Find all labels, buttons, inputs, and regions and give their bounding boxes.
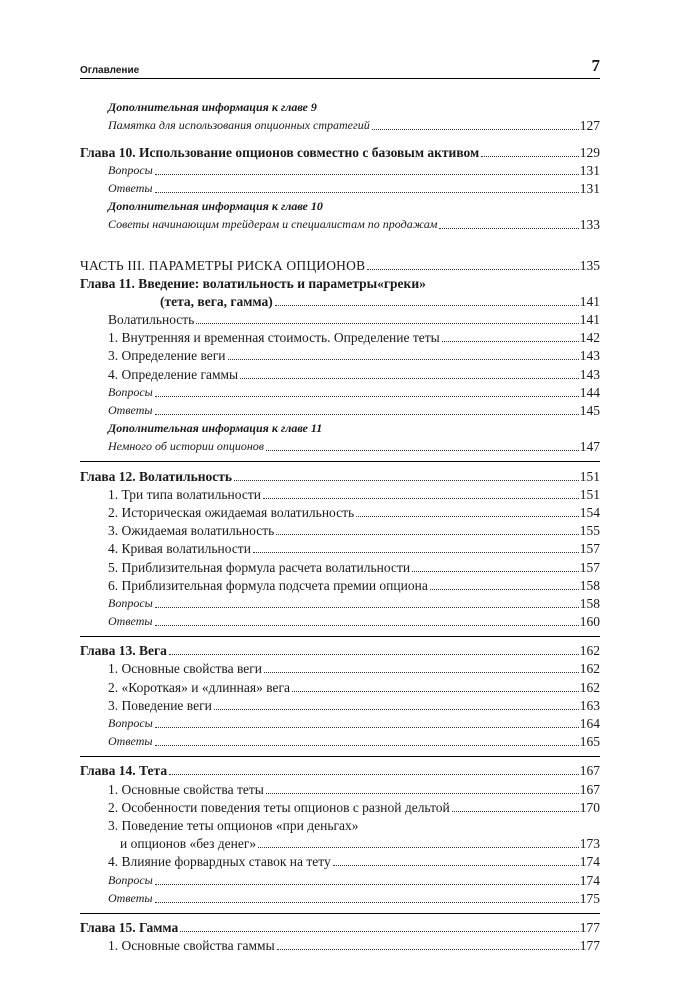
toc-entry[interactable]: [80, 503, 600, 521]
leader-dots: [253, 552, 579, 553]
toc-entry-title: ЧАСТЬ III. ПАРАМЕТРЫ РИСКА ОПЦИОНОВ: [80, 257, 366, 273]
toc-entry-page: 173: [579, 836, 600, 852]
toc-entry-title: Глава 14. Тета: [80, 763, 168, 779]
toc-entry[interactable]: [80, 215, 600, 233]
toc-entry[interactable]: [80, 310, 600, 328]
toc-entry-page: 157: [579, 559, 600, 575]
toc-entry-title: 3. Поведение веги: [108, 697, 212, 713]
toc-entry-title: Ответы: [108, 890, 153, 905]
toc-entry-page: 145: [579, 403, 600, 418]
toc-entry-page: 143: [579, 366, 600, 382]
toc-entry-title: Ответы: [108, 614, 153, 629]
toc-entry-page: 177: [579, 919, 600, 935]
toc-entry[interactable]: [80, 274, 600, 292]
toc-entry[interactable]: [80, 328, 600, 346]
section-divider: [80, 461, 600, 462]
toc-entry[interactable]: [80, 612, 600, 630]
leader-dots: [263, 498, 579, 499]
toc-entry[interactable]: [80, 179, 600, 197]
toc-entry-page: 131: [579, 180, 600, 196]
toc-entry-title: Вопросы: [108, 595, 153, 610]
toc-entry-title: 1. Основные свойства веги: [108, 661, 263, 677]
toc-entry-page: 143: [579, 348, 600, 364]
toc-entry[interactable]: [80, 576, 600, 594]
leader-dots: [155, 625, 579, 626]
toc-entry[interactable]: [80, 142, 600, 160]
toc-entry-page: 162: [579, 679, 600, 695]
toc-entry-title: 5. Приблизительная формула расчета волатильности: [108, 559, 411, 575]
leader-dots: [266, 793, 579, 794]
toc-entry-title: Глава 12. Волатильность: [80, 468, 233, 484]
section-divider: [80, 913, 600, 914]
leader-dots: [412, 571, 579, 572]
toc-entry-title: Глава 10. Использование опционов совместно с базовым активом: [80, 144, 480, 160]
leader-dots: [258, 847, 579, 848]
section-divider: [80, 756, 600, 757]
toc-entry[interactable]: [80, 918, 600, 936]
leader-dots: [333, 865, 579, 866]
spacer: [80, 233, 600, 255]
toc-entry[interactable]: [80, 659, 600, 677]
leader-dots: [275, 305, 579, 306]
page-header: [80, 52, 600, 76]
toc-entry[interactable]: [80, 834, 600, 852]
toc-entry-title: 3. Поведение теты опционов «при деньгах»: [108, 817, 359, 833]
leader-dots: [155, 174, 579, 175]
toc-entry-title: Ответы: [108, 403, 153, 417]
leader-dots: [155, 902, 579, 903]
toc-entry[interactable]: [80, 116, 600, 134]
toc-entry[interactable]: [80, 401, 600, 419]
toc-entry[interactable]: [80, 364, 600, 382]
toc-entry-title: Глава 15. Гамма: [80, 919, 179, 935]
leader-dots: [155, 414, 579, 415]
toc-entry-page: 131: [579, 162, 600, 178]
toc-entry-title: 1. Внутренняя и временная стоимость. Определение теты: [108, 330, 440, 346]
toc-entry[interactable]: [80, 852, 600, 870]
toc-entry-title: Памятка для использования опционных стратегий: [108, 118, 370, 133]
page-number: 7: [591, 56, 600, 75]
toc-entry[interactable]: [80, 696, 600, 714]
leader-dots: [292, 691, 579, 692]
toc-entry-page: 174: [579, 854, 600, 870]
toc-entry-title: Немного об истории опционов: [108, 439, 265, 454]
running-head-title: Оглавление: [80, 65, 140, 76]
toc-entry-title: Дополнительная информация к главе 11: [108, 421, 323, 436]
toc-entry-page: 163: [579, 697, 600, 713]
leader-dots: [356, 516, 579, 517]
toc-entry[interactable]: [80, 161, 600, 179]
table-of-contents: [80, 98, 600, 954]
toc-entry-title: Вопросы: [108, 384, 153, 399]
leader-dots: [264, 672, 579, 673]
leader-dots: [214, 709, 579, 710]
toc-entry-title: Вопросы: [108, 162, 153, 177]
spacer: [80, 134, 600, 142]
toc-entry[interactable]: [80, 816, 600, 834]
leader-dots: [240, 378, 579, 379]
toc-entry-title: 6. Приблизительная формула подсчета премии опциона: [108, 577, 428, 593]
leader-dots: [180, 931, 578, 932]
leader-dots: [430, 589, 579, 590]
toc-entry-page: 155: [579, 523, 600, 539]
leader-dots: [169, 774, 579, 775]
toc-entry-page: 177: [579, 938, 600, 954]
toc-entry-page: 162: [579, 643, 600, 659]
toc-entry[interactable]: [80, 889, 600, 907]
leader-dots: [276, 534, 578, 535]
toc-entry-title: 1. Три типа волатильности: [108, 486, 261, 502]
toc-entry-page: 162: [579, 661, 600, 677]
toc-entry-title: Вопросы: [108, 716, 153, 730]
leader-dots: [277, 949, 579, 950]
toc-entry-page: 151: [579, 468, 600, 484]
toc-entry-title: (тета, вега, гамма): [160, 293, 273, 309]
toc-entry[interactable]: [80, 641, 600, 659]
toc-entry-title: 4. Определение гаммы: [108, 366, 239, 382]
leader-dots: [372, 129, 579, 130]
leader-dots: [155, 884, 579, 885]
leader-dots: [367, 269, 578, 270]
leader-dots: [155, 727, 579, 728]
leader-dots: [442, 341, 579, 342]
toc-entry-title: Ответы: [108, 734, 153, 749]
toc-entry[interactable]: [80, 383, 600, 401]
leader-dots: [196, 323, 578, 324]
toc-entry-title: Волатильность: [108, 312, 195, 328]
toc-entry[interactable]: [80, 557, 600, 575]
leader-dots: [234, 480, 579, 481]
toc-entry-page: 133: [579, 217, 600, 233]
toc-entry-title: 3. Определение веги: [108, 348, 226, 364]
leader-dots: [228, 359, 579, 360]
toc-entry-title: 1. Основные свойства теты: [108, 781, 264, 797]
toc-entry-page: 165: [579, 734, 600, 750]
toc-entry[interactable]: [80, 594, 600, 612]
toc-entry[interactable]: [80, 485, 600, 503]
toc-entry-title: 2. Особенности поведения теты опционов с разной дельтой: [108, 799, 450, 815]
toc-entry-page: 167: [579, 781, 600, 797]
toc-entry[interactable]: [80, 761, 600, 779]
toc-entry-page: 175: [579, 890, 600, 906]
toc-entry[interactable]: [80, 798, 600, 816]
toc-entry-title: 4. Влияние форвардных ставок на тету: [108, 854, 331, 870]
toc-entry[interactable]: [80, 466, 600, 484]
toc-entry-page: 127: [579, 118, 600, 134]
leader-dots: [155, 396, 579, 397]
toc-entry[interactable]: [80, 419, 600, 437]
toc-entry[interactable]: [80, 539, 600, 557]
toc-entry-title: Вопросы: [108, 872, 153, 887]
toc-entry-page: 158: [579, 595, 600, 611]
toc-entry-page: 160: [579, 614, 600, 630]
toc-entry-title: 3. Ожидаемая волатильность: [108, 523, 275, 539]
toc-entry[interactable]: [80, 255, 600, 273]
toc-entry[interactable]: [80, 292, 600, 310]
toc-entry[interactable]: [80, 437, 600, 455]
toc-entry-page: 167: [579, 763, 600, 779]
leader-dots: [155, 192, 579, 193]
toc-entry-page: 151: [579, 486, 600, 502]
toc-entry-title: 4. Кривая волатильности: [108, 541, 251, 557]
toc-entry[interactable]: [80, 197, 600, 215]
toc-entry-page: 144: [579, 384, 600, 400]
header-rule: [80, 78, 600, 79]
toc-entry-page: 154: [579, 504, 600, 520]
toc-entry[interactable]: [80, 732, 600, 750]
toc-entry[interactable]: [80, 98, 600, 116]
leader-dots: [155, 745, 579, 746]
toc-entry-page: 158: [579, 577, 600, 593]
leader-dots: [439, 228, 578, 229]
toc-entry[interactable]: [80, 521, 600, 539]
toc-entry-title: Дополнительная информация к главе 10: [108, 199, 323, 214]
toc-entry-page: 164: [579, 716, 600, 731]
toc-entry-page: 141: [579, 312, 600, 328]
toc-entry-title: Ответы: [108, 180, 153, 195]
toc-entry[interactable]: [80, 714, 600, 732]
section-divider: [80, 636, 600, 637]
toc-entry-page: 142: [579, 330, 600, 346]
leader-dots: [169, 654, 579, 655]
toc-entry-page: 170: [579, 799, 600, 815]
toc-entry[interactable]: [80, 346, 600, 364]
toc-entry-page: 129: [579, 144, 600, 160]
toc-entry-page: 147: [579, 439, 600, 455]
toc-entry-title: Советы начинающим трейдерам и специалистам по продажам: [108, 217, 438, 232]
toc-entry-page: 157: [579, 541, 600, 557]
toc-entry-title: Дополнительная информация к главе 9: [108, 100, 317, 115]
toc-entry[interactable]: [80, 936, 600, 954]
toc-entry[interactable]: [80, 870, 600, 888]
toc-entry-title: Глава 13. Вега: [80, 643, 167, 659]
leader-dots: [266, 450, 579, 451]
toc-entry-title: Глава 11. Введение: волатильность и параметры«греки»: [80, 275, 426, 291]
toc-entry-title: 2. Историческая ожидаемая волатильность: [108, 504, 355, 520]
leader-dots: [452, 811, 579, 812]
toc-entry[interactable]: [80, 779, 600, 797]
leader-dots: [481, 156, 579, 157]
toc-entry[interactable]: [80, 677, 600, 695]
toc-entry-title: 1. Основные свойства гаммы: [108, 938, 275, 954]
leader-dots: [155, 607, 579, 608]
toc-entry-title: 2. «Короткая» и «длинная» вега: [108, 679, 291, 695]
toc-entry-page: 135: [579, 257, 600, 273]
toc-entry-page: 141: [579, 293, 600, 309]
toc-entry-title: и опционов «без денег»: [120, 836, 257, 852]
toc-entry-page: 174: [579, 872, 600, 888]
